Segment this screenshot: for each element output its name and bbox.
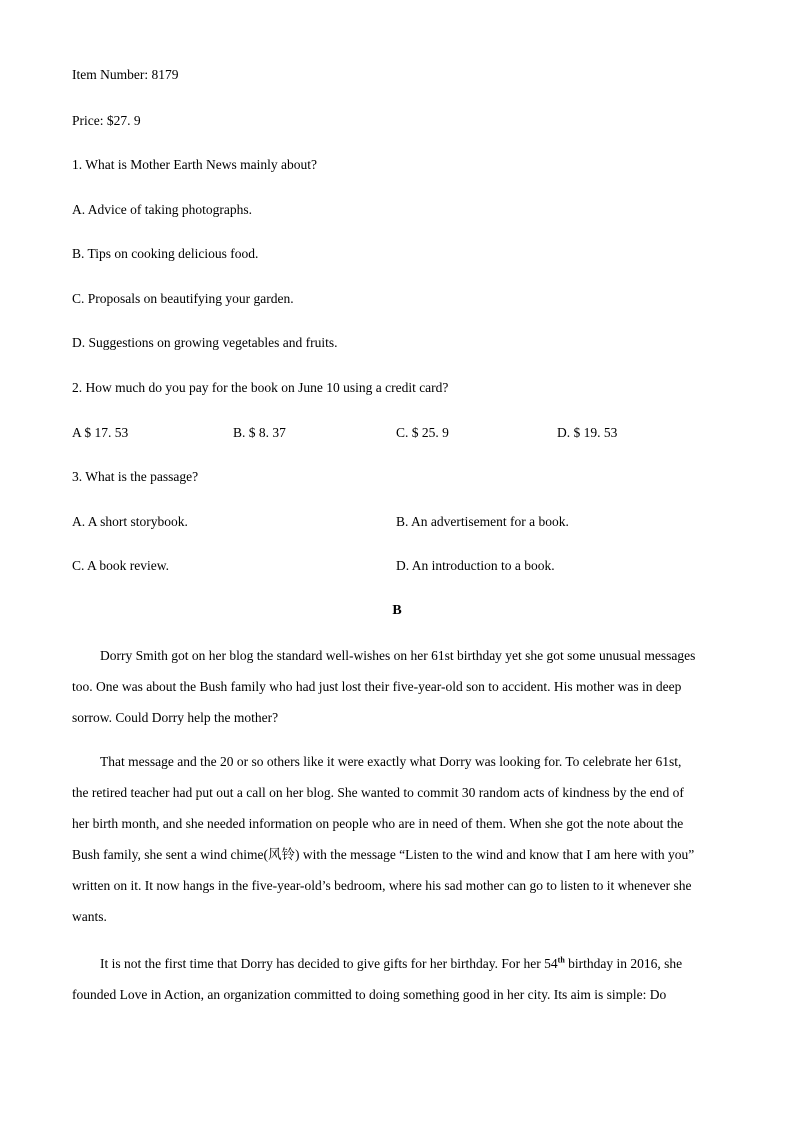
paragraph-line: founded Love in Action, an organization committed to doing something good in her city. Its aim is simple: Do <box>72 987 667 1002</box>
paragraph-text: It is not the first time that Dorry has decided to give gifts for her birthday. For her 54 <box>100 956 558 971</box>
paragraph-line: Dorry Smith got on her blog the standard well-wishes on her 61st birthday yet she got some unusual messages <box>100 648 696 663</box>
q3-option-c: C. A book review. <box>72 558 169 573</box>
paragraph-line: wants. <box>72 909 107 924</box>
q1-option-c: C. Proposals on beautifying your garden. <box>72 291 294 306</box>
paragraph-line <box>72 948 720 979</box>
paragraph-text: birthday in 2016, she <box>564 956 683 971</box>
passage-paragraph-2 <box>72 746 720 932</box>
paragraph-line: the retired teacher had put out a call on her blog. She wanted to commit 30 random acts of kindness by the end of <box>72 785 684 800</box>
section-heading: B <box>392 603 402 618</box>
paragraph-line: Bush family, she sent a wind chime(风铃) with the message “Listen to the wind and know that I am here with you” <box>72 847 695 862</box>
price: Price: $27. 9 <box>72 113 141 128</box>
paragraph-line: too. One was about the Bush family who had just lost their five-year-old son to accident. His mother was in deep <box>72 679 682 694</box>
q1-option-d: D. Suggestions on growing vegetables and fruits. <box>72 335 338 350</box>
item-number: Item Number: 8179 <box>72 67 179 82</box>
passage-paragraph-1 <box>72 640 720 733</box>
q3-option-a: A. A short storybook. <box>72 514 188 529</box>
q1-option-b: B. Tips on cooking delicious food. <box>72 246 259 261</box>
q2-option-d: D. $ 19. 53 <box>557 425 618 440</box>
q2-option-b: B. $ 8. 37 <box>233 425 286 440</box>
q1-option-a: A. Advice of taking photographs. <box>72 202 252 217</box>
question-1: 1. What is Mother Earth News mainly about? <box>72 157 317 172</box>
q2-option-c: C. $ 25. 9 <box>396 425 449 440</box>
question-2: 2. How much do you pay for the book on June 10 using a credit card? <box>72 380 449 395</box>
question-3: 3. What is the passage? <box>72 469 199 484</box>
paragraph-line: written on it. It now hangs in the five-year-old’s bedroom, where his sad mother can go to listen to it whenever she <box>72 878 692 893</box>
q3-option-d: D. An introduction to a book. <box>396 558 555 573</box>
q3-option-b: B. An advertisement for a book. <box>396 514 569 529</box>
paragraph-line: her birth month, and she needed information on people who are in need of them. When she got the note about the <box>72 816 684 831</box>
q2-option-a: A $ 17. 53 <box>72 425 129 440</box>
ordinal-superscript: th <box>557 955 565 965</box>
paragraph-line: That message and the 20 or so others like it were exactly what Dorry was looking for. To celebrate her 61st, <box>100 754 682 769</box>
passage-paragraph-3 <box>72 948 720 1010</box>
paragraph-line: sorrow. Could Dorry help the mother? <box>72 710 279 725</box>
